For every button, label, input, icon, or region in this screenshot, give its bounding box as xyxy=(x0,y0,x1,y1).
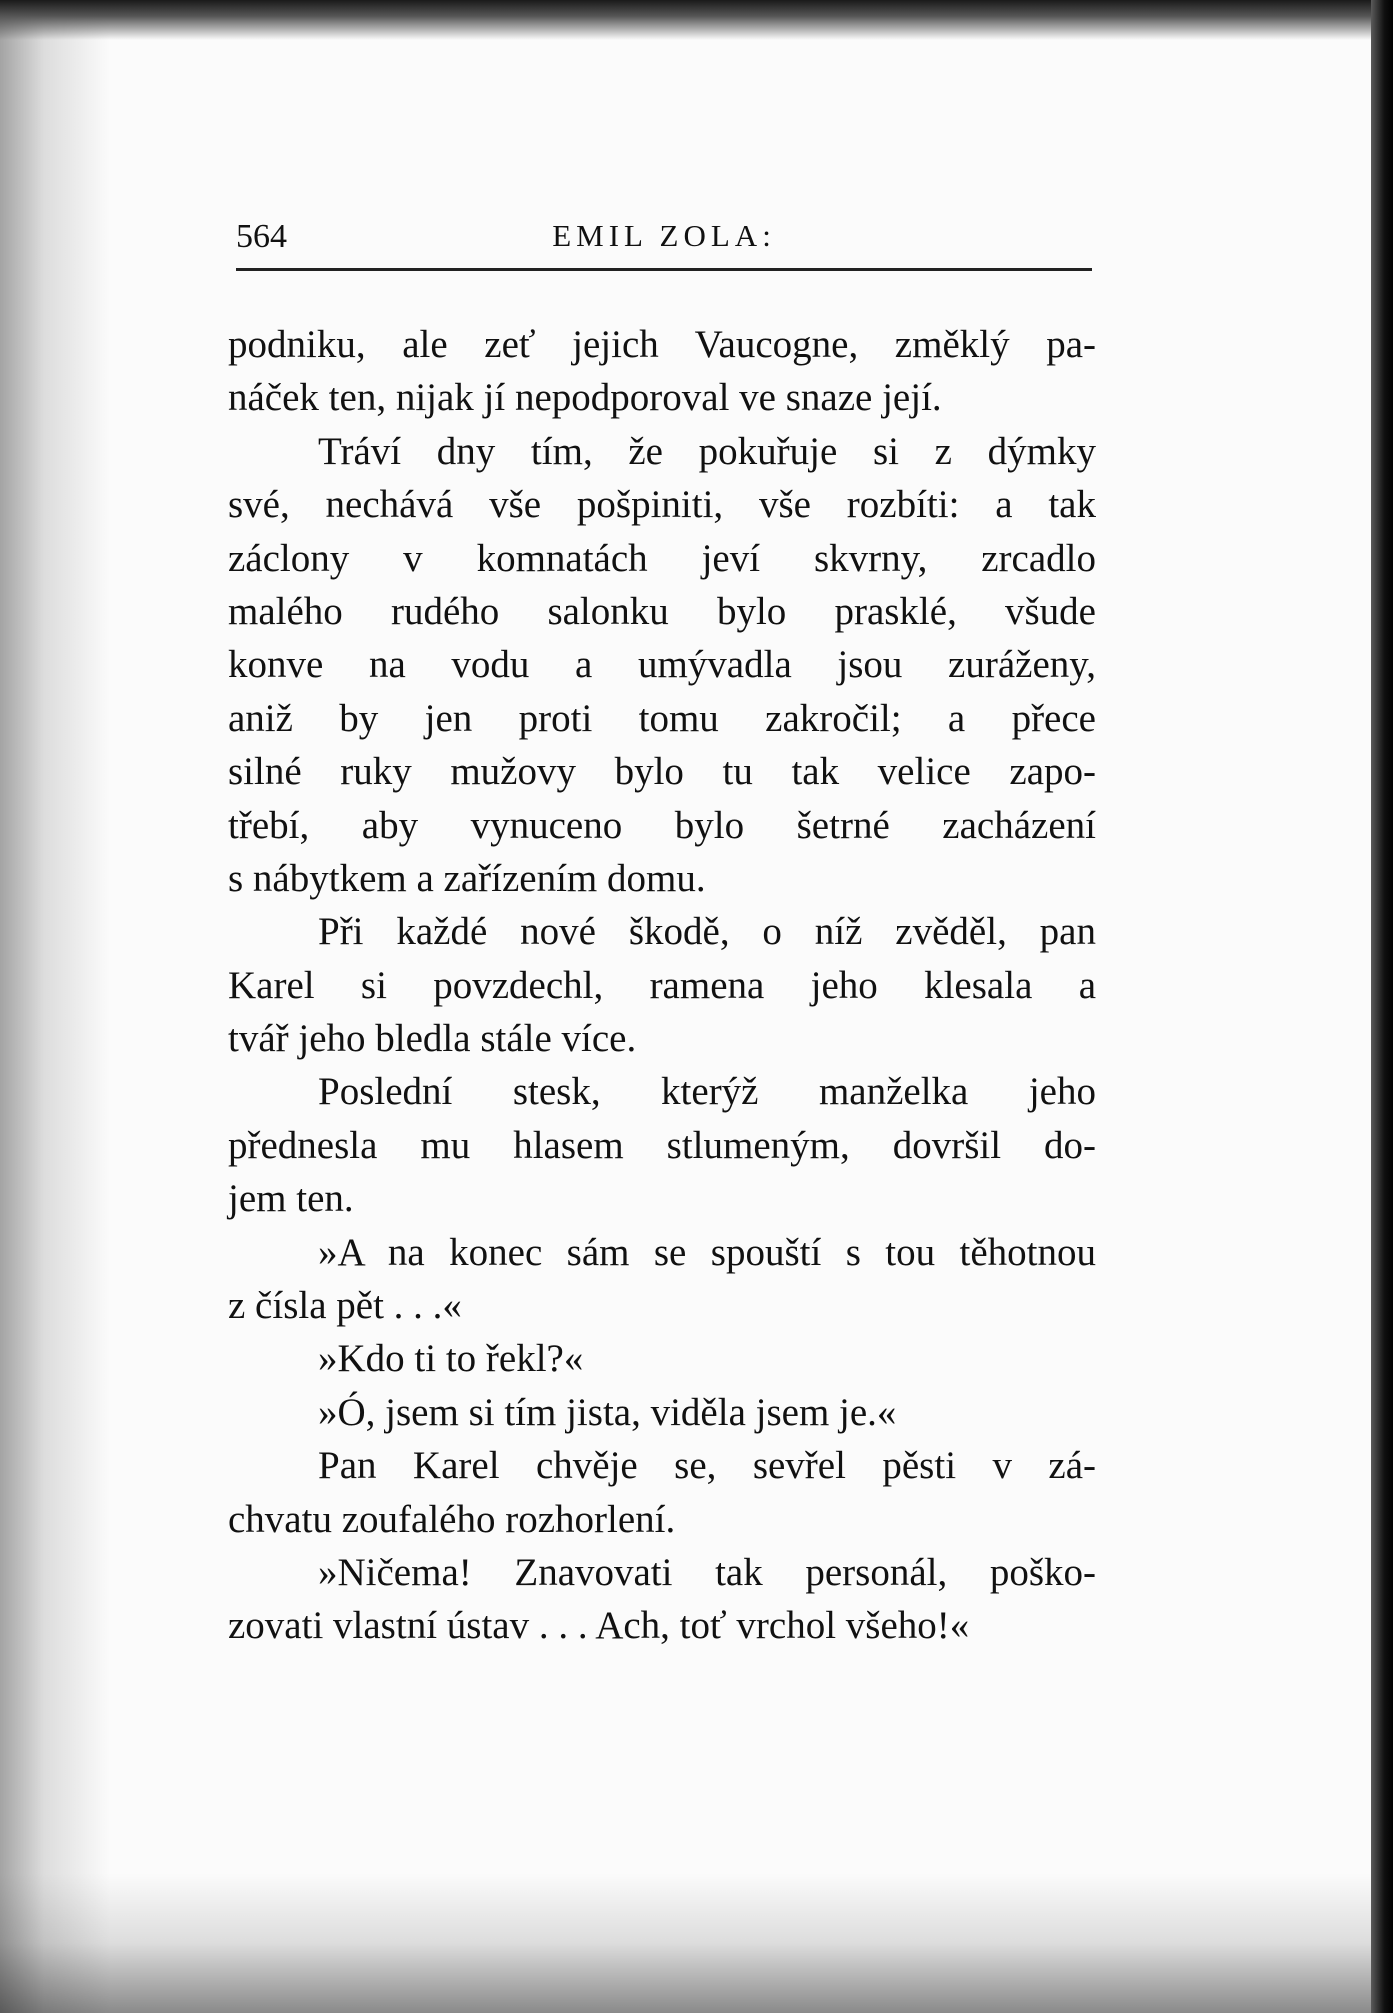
scan-shadow-left xyxy=(0,0,110,2013)
text-line: malého rudého salonku bylo prasklé, všude xyxy=(228,589,1096,633)
page-number: 564 xyxy=(236,218,287,255)
body-text xyxy=(228,318,1096,1653)
text-line: »A na konec sám se spouští s tou těhotnou xyxy=(318,1230,1096,1274)
text-line: své, nechává vše pošpiniti, vše rozbíti: a tak xyxy=(228,483,1096,527)
text-line: s nábytkem a zařízením domu. xyxy=(228,856,706,900)
text-line: náček ten, nijak jí nepodporoval ve snaze její. xyxy=(228,376,942,420)
text-line: přednesla mu hlasem stlumeným, dovršil do- xyxy=(228,1123,1096,1167)
text-line: konve na vodu a umývadla jsou zuráženy, xyxy=(228,643,1096,687)
text-line: »Kdo ti to řekl?« xyxy=(318,1337,584,1381)
header-rule xyxy=(236,268,1092,271)
text-line: z čísla pět . . .« xyxy=(228,1284,462,1328)
running-head: EMIL ZOLA: xyxy=(552,218,776,253)
text-line: Tráví dny tím, že pokuřuje si z dýmky xyxy=(318,429,1096,473)
text-line: silné ruky mužovy bylo tu tak velice zapo- xyxy=(228,750,1096,794)
text-line: Poslední stesk, kterýž manželka jeho xyxy=(318,1070,1096,1114)
text-line: »Ó, jsem si tím jista, viděla jsem je.« xyxy=(318,1390,897,1434)
scan-edge-right xyxy=(1371,0,1393,2013)
text-line: třebí, aby vynuceno bylo šetrné zacházení xyxy=(228,803,1096,847)
text-line: jem ten. xyxy=(228,1177,354,1221)
text-line: tvář jeho bledla stále více. xyxy=(228,1017,637,1061)
text-line: chvatu zoufalého rozhorlení. xyxy=(228,1497,676,1541)
text-line: aniž by jen proti tomu zakročil; a přece xyxy=(228,696,1096,740)
page-header xyxy=(236,214,1092,270)
text-line: záclony v komnatách jeví skvrny, zrcadlo xyxy=(228,536,1096,580)
text-line: zovati vlastní ústav . . . Ach, toť vrchol všeho!« xyxy=(228,1604,970,1648)
text-line: Karel si povzdechl, ramena jeho klesala a xyxy=(228,963,1096,1007)
text-line: »Ničema! Znavovati tak personál, poško- xyxy=(318,1550,1096,1594)
scan-edge-top xyxy=(0,0,1393,40)
text-line: Pan Karel chvěje se, sevřel pěsti v zá- xyxy=(318,1444,1096,1488)
scan-shadow-bottom xyxy=(0,1873,1393,2013)
text-line: podniku, ale zeť jejich Vaucogne, změklý pa- xyxy=(228,323,1096,366)
text-line: Při každé nové škodě, o níž zvěděl, pan xyxy=(318,910,1096,954)
